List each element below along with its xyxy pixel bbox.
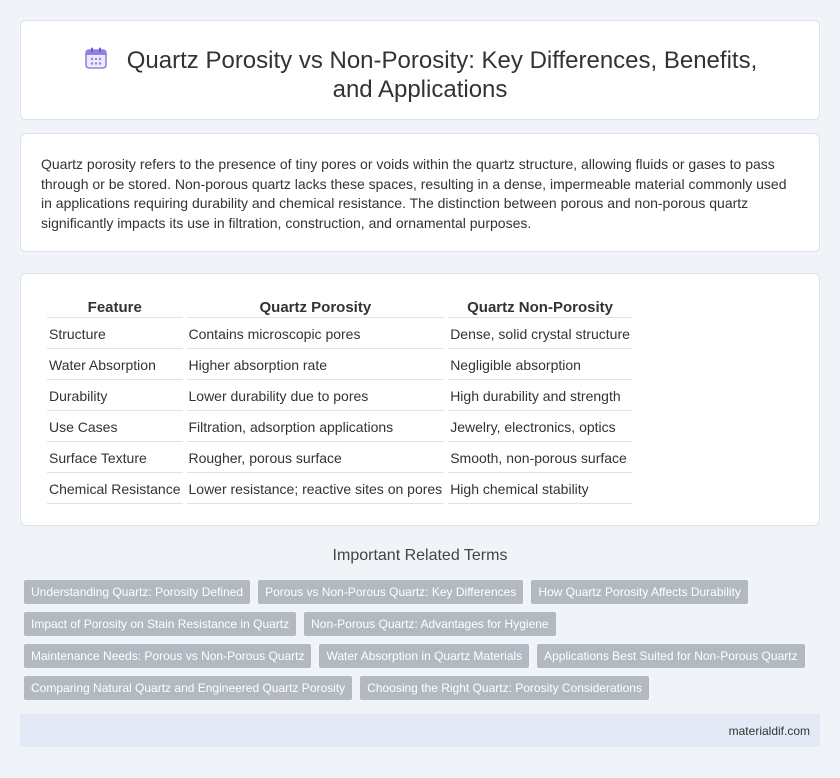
table-cell: Water Absorption [47, 351, 183, 380]
related-term-tag[interactable]: Applications Best Suited for Non-Porous Quartz [537, 644, 804, 668]
related-term-tag[interactable]: Porous vs Non-Porous Quartz: Key Differences [258, 580, 523, 604]
column-header-non-porosity: Quartz Non-Porosity [448, 296, 632, 318]
table-row [47, 382, 632, 411]
table-row [47, 475, 632, 504]
header-card [20, 20, 820, 120]
comparison-table [43, 294, 636, 506]
table-row [47, 413, 632, 442]
table-cell: Higher absorption rate [187, 351, 445, 380]
intro-paragraph: Quartz porosity refers to the presence of tiny pores or voids within the quartz structure, allowing fluids or gases to pass through or be stored. Non-porous quartz lacks these spaces, resulting in a dense, impermeable material commonly used in applications requiring durability and chemical resistance. The distinction between porous and non-porous quartz significantly impacts its use in filtration, construction, and ornamental purposes. [41, 156, 787, 231]
related-terms-heading: Important Related Terms [332, 547, 508, 564]
table-cell: Dense, solid crystal structure [448, 320, 632, 349]
table-cell: Surface Texture [47, 444, 183, 473]
table-row [47, 351, 632, 380]
related-term-tag[interactable]: Non-Porous Quartz: Advantages for Hygiene [304, 612, 555, 636]
table-cell: Filtration, adsorption applications [187, 413, 445, 442]
related-terms-tags [24, 580, 824, 708]
column-header-feature: Feature [47, 296, 183, 318]
table-cell: Structure [47, 320, 183, 349]
table-cell: Negligible absorption [448, 351, 632, 380]
related-term-tag[interactable]: Impact of Porosity on Stain Resistance in Quartz [24, 612, 296, 636]
intro-card [20, 133, 820, 252]
table-cell: Lower resistance; reactive sites on pores [187, 475, 445, 504]
table-cell: High durability and strength [448, 382, 632, 411]
tag-row [24, 676, 824, 700]
table-cell: Jewelry, electronics, optics [448, 413, 632, 442]
tag-row [24, 644, 824, 668]
table-header-row [47, 296, 632, 318]
tag-row [24, 612, 824, 636]
tag-row [24, 580, 824, 604]
table-cell: Durability [47, 382, 183, 411]
related-term-tag[interactable]: Water Absorption in Quartz Materials [319, 644, 529, 668]
page-title-text: Quartz Porosity vs Non-Porosity: Key Differences, Benefits, and Applications [126, 47, 758, 103]
related-term-tag[interactable]: Maintenance Needs: Porous vs Non-Porous Quartz [24, 644, 311, 668]
table-row [47, 444, 632, 473]
related-term-tag[interactable]: Comparing Natural Quartz and Engineered Quartz Porosity [24, 676, 352, 700]
comparison-table-card [20, 273, 820, 526]
calendar-icon [83, 45, 109, 71]
footer-bar [20, 714, 820, 747]
related-term-tag[interactable]: How Quartz Porosity Affects Durability [531, 580, 748, 604]
page-title [61, 45, 779, 104]
table-cell: Lower durability due to pores [187, 382, 445, 411]
footer-site-link[interactable]: materialdif.com [728, 724, 810, 738]
table-row [47, 320, 632, 349]
table-cell: Smooth, non-porous surface [448, 444, 632, 473]
table-cell: High chemical stability [448, 475, 632, 504]
column-header-porosity: Quartz Porosity [187, 296, 445, 318]
table-cell: Contains microscopic pores [187, 320, 445, 349]
table-cell: Rougher, porous surface [187, 444, 445, 473]
related-term-tag[interactable]: Understanding Quartz: Porosity Defined [24, 580, 250, 604]
table-cell: Chemical Resistance [47, 475, 183, 504]
related-term-tag[interactable]: Choosing the Right Quartz: Porosity Considerations [360, 676, 649, 700]
table-cell: Use Cases [47, 413, 183, 442]
